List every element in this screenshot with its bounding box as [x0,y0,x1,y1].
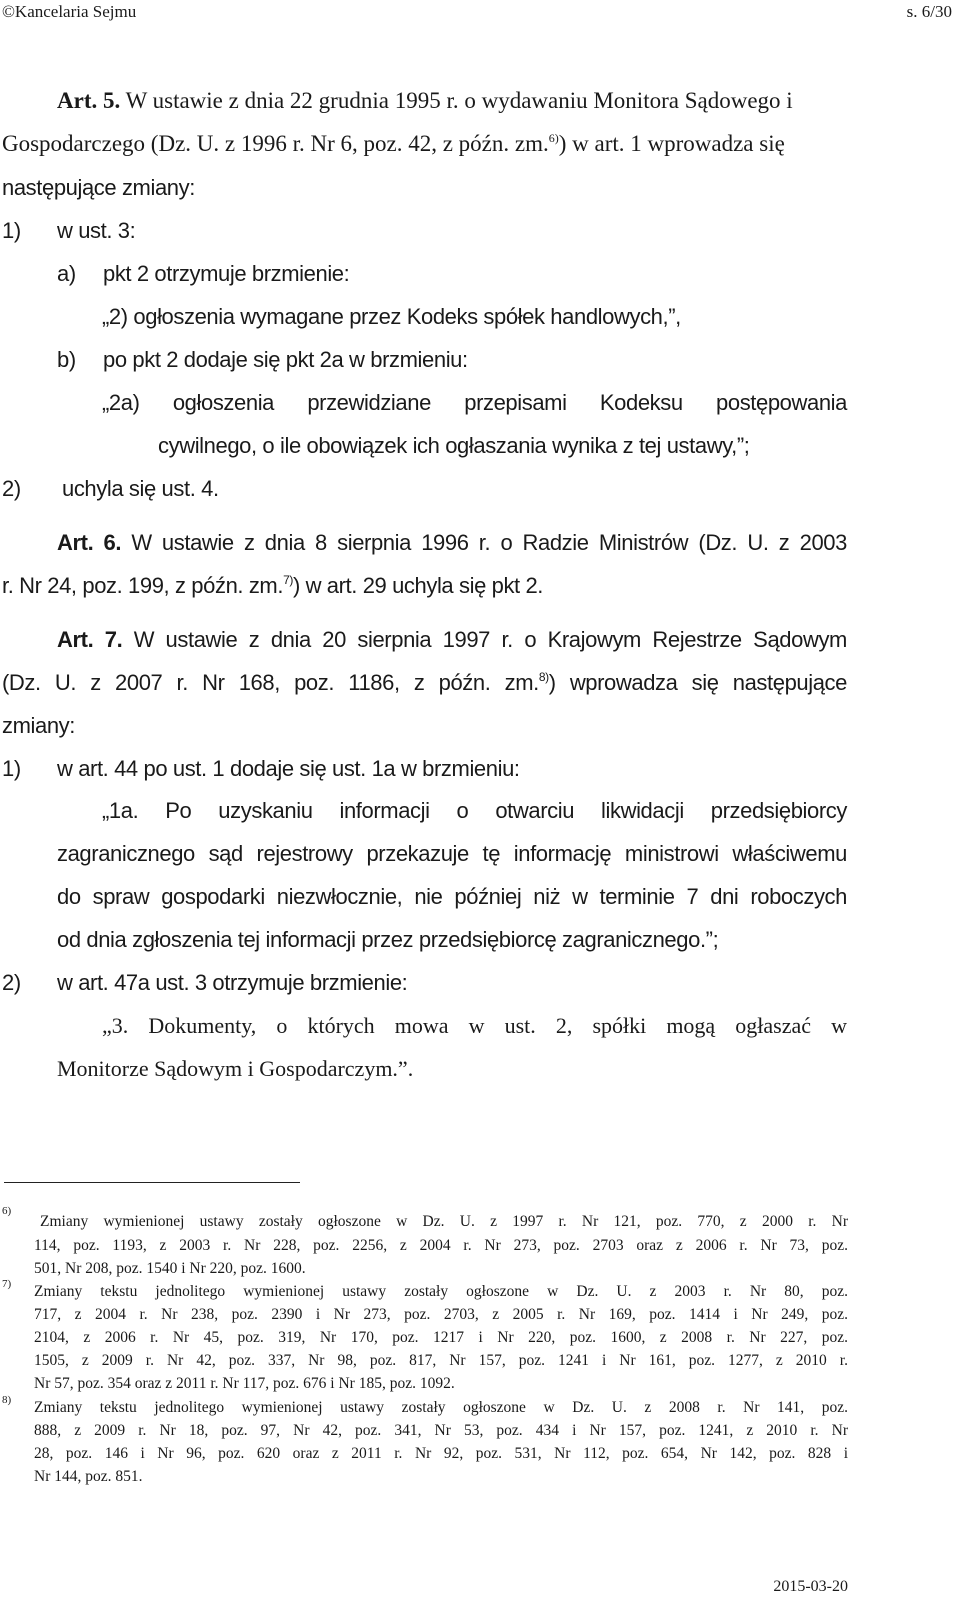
art5-line3: następujące zmiany: [2,175,195,200]
art5-item2-num: 2) [2,476,21,501]
art5-item1b-letter: b) [57,347,76,372]
art6-line2 [2,573,543,602]
footnote-7-line3: 2104, z 2006 r. Nr 45, poz. 319, Nr 170, poz. 1217 i Nr 220, poz. 1600, z 2008 r. Nr 227, poz. [34,1329,848,1346]
footnote-7-line5: Nr 57, poz. 354 oraz z 2011 r. Nr 117, poz. 676 i Nr 185, poz. 1092. [34,1375,455,1392]
art5-item1-num: 1) [2,218,21,243]
footnote-8-number: 8) [2,1394,12,1406]
footnote-separator [4,1182,300,1183]
quote-ust3-line2: Monitorze Sądowym i Gospodarczym.”. [57,1056,414,1081]
art6-text-line2b: ) w art. 29 uchyla się pkt 2. [292,573,544,598]
art5-item1b-text: po pkt 2 dodaje się pkt 2a w brzmieniu: [103,347,468,372]
footnote-6-line1: Zmiany wymienionej ustawy zostały ogłoszone w Dz. U. z 1997 r. Nr 121, poz. 770, z 2000 r. Nr [40,1213,848,1230]
quote-ust1a-line4: od dnia zgłoszenia tej informacji przez przedsiębiorcę zagranicznego.”; [57,927,719,952]
art5-text-line2b: ) w art. 1 wprowadza się [558,131,785,156]
art5-line1 [57,88,793,114]
quote-pkt2a-line2: cywilnego, o ile obowiązek ich ogłaszania wynika z tej ustawy,”; [158,433,750,458]
footer-date: 2015-03-20 [773,1578,848,1595]
quote-ust1a-line3: do spraw gospodarki niezwłocznie, nie później niż w terminie 7 dni roboczych [57,884,847,909]
art6-text-line1: W ustawie z dnia 8 sierpnia 1996 r. o Radzie Ministrów (Dz. U. z 2003 [131,530,847,555]
footnote-6-line3: 501, Nr 208, poz. 1540 i Nr 220, poz. 1600. [34,1260,306,1277]
footnote-ref-8[interactable]: 8) [538,670,549,684]
art5-text-line1: W ustawie z dnia 22 grudnia 1995 r. o wydawaniu Monitora Sądowego i [125,88,793,113]
footnote-6-line2: 114, poz. 1193, z 2003 r. Nr 228, poz. 2256, z 2004 r. Nr 273, poz. 2703 oraz z 2006 r. Nr 73, poz. [34,1237,848,1254]
art7-line3: zmiany: [2,713,75,738]
quote-ust1a-line1: „1a. Po uzyskaniu informacji o otwarciu likwidacji przedsiębiorcy [102,798,847,823]
quote-ust1a-line2: zagranicznego sąd rejestrowy przekazuje tę informację ministrowi właściwemu [57,841,847,866]
footnote-8-line4: Nr 144, poz. 851. [34,1468,143,1485]
art7-item2-num: 2) [2,970,21,995]
footnote-ref-6[interactable]: 6) [548,131,559,145]
art5-item1-text: w ust. 3: [57,218,136,243]
art7-item1-num: 1) [2,756,21,781]
quote-pkt2: „2) ogłoszenia wymagane przez Kodeks spółek handlowych,”, [102,304,681,329]
art5-item1a-text: pkt 2 otrzymuje brzmienie: [103,261,350,286]
header-left: ©Kancelaria Sejmu [2,2,137,21]
quote-ust3-line1: „3. Dokumenty, o których mowa w ust. 2, spółki mogą ogłaszać w [102,1013,847,1038]
art5-item2-text: uchyla się ust. 4. [62,476,219,501]
art7-text-line2b: ) wprowadza się następujące [548,670,847,695]
art7-label: Art. 7. [57,627,123,652]
art7-text-line1: W ustawie z dnia 20 sierpnia 1997 r. o Krajowym Rejestrze Sądowym [133,627,847,652]
art7-line1 [57,627,847,653]
art7-line2 [2,670,847,699]
art5-line2 [2,131,785,160]
art7-item2-text: w art. 47a ust. 3 otrzymuje brzmienie: [57,970,408,995]
art7-text-line2a: (Dz. U. z 2007 r. Nr 168, poz. 1186, z późn. zm. [2,670,539,695]
art6-line1 [57,530,847,556]
footnote-7-line1: Zmiany tekstu jednolitego wymienionej ustawy zostały ogłoszone w Dz. U. z 2003 r. Nr 80, poz. [34,1283,848,1300]
quote-pkt2a-line1: „2a) ogłoszenia przewidziane przepisami Kodeksu postępowania [102,390,847,415]
footnote-7-line4: 1505, z 2009 r. Nr 42, poz. 337, Nr 98, poz. 817, Nr 157, poz. 1241 i Nr 161, poz. 1277, z 2010 r. [34,1352,848,1369]
art6-label: Art. 6. [57,530,122,555]
footnote-ref-7[interactable]: 7) [283,573,293,587]
footnote-7-number: 7) [2,1278,12,1290]
footnote-8-line1: Zmiany tekstu jednolitego wymienionej ustawy zostały ogłoszone w Dz. U. z 2008 r. Nr 141, poz. [34,1399,848,1416]
footnote-6-number: 6) [2,1205,12,1217]
art5-item1a-letter: a) [57,261,76,286]
art7-item1-text: w art. 44 po ust. 1 dodaje się ust. 1a w brzmieniu: [57,756,520,781]
art5-text-line2a: Gospodarczego (Dz. U. z 1996 r. Nr 6, poz. 42, z późn. zm. [2,131,549,156]
art5-label: Art. 5. [57,88,121,113]
page-number: s. 6/30 [906,2,952,21]
footnote-8-line3: 28, poz. 146 i Nr 96, poz. 620 oraz z 2011 r. Nr 92, poz. 531, Nr 112, poz. 654, Nr 142, poz. 828 i [34,1445,848,1462]
art6-text-line2a: r. Nr 24, poz. 199, z późn. zm. [2,573,284,598]
footnote-7-line2: 717, z 2004 r. Nr 238, poz. 2390 i Nr 273, poz. 2703, z 2005 r. Nr 169, poz. 1414 i Nr 249, poz. [34,1306,848,1323]
footnote-8-line2: 888, z 2009 r. Nr 18, poz. 97, Nr 42, poz. 341, Nr 53, poz. 434 i Nr 157, poz. 1241, z 2010 r. Nr [34,1422,848,1439]
